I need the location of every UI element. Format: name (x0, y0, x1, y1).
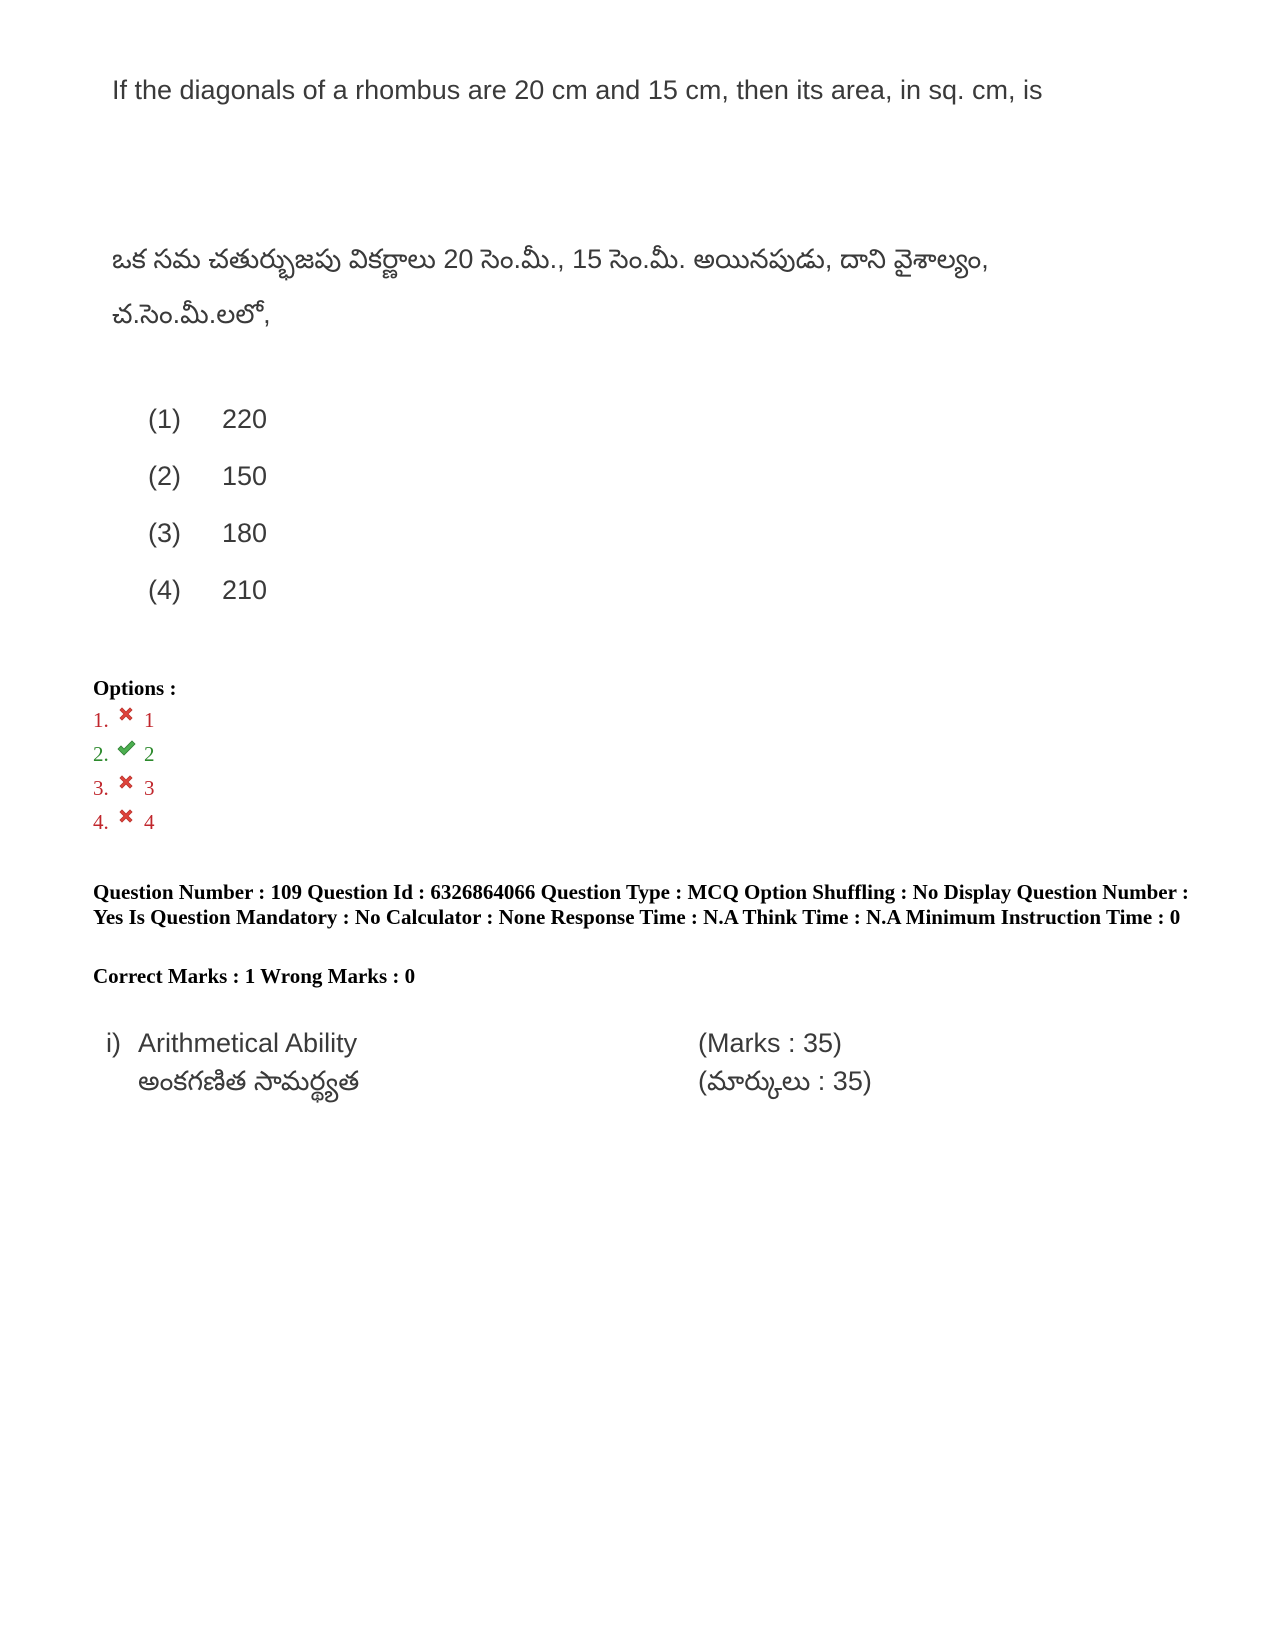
section-marks-telugu: (మార్కులు : 35) (698, 1066, 872, 1096)
choice-value: 150 (222, 461, 268, 491)
cross-icon (116, 704, 136, 724)
option-value: 2 (144, 742, 155, 766)
choice-2 (148, 461, 267, 518)
options-list (93, 708, 155, 844)
option-index: 1. (93, 708, 109, 732)
choice-number: (1) (148, 404, 181, 434)
section-title-telugu: అంకగణిత సామర్థ్యత (138, 1066, 360, 1096)
option-value: 3 (144, 776, 155, 800)
choice-1 (148, 404, 267, 461)
choice-3 (148, 518, 267, 575)
section-row-english (106, 1024, 872, 1062)
section-marks-english: (Marks : 35) (698, 1028, 843, 1058)
section-row-telugu (106, 1062, 872, 1100)
option-index: 2. (93, 742, 109, 766)
check-icon (116, 738, 136, 758)
marks-info: Correct Marks : 1 Wrong Marks : 0 (93, 964, 416, 988)
option-4 (93, 810, 155, 844)
option-value: 4 (144, 810, 155, 834)
option-index: 4. (93, 810, 109, 834)
choice-value: 220 (222, 404, 268, 434)
choice-number: (4) (148, 575, 181, 605)
choice-value: 180 (222, 518, 268, 548)
option-1 (93, 708, 155, 742)
choice-4 (148, 575, 267, 632)
choice-number: (2) (148, 461, 181, 491)
question-text-english: If the diagonals of a rhombus are 20 cm and 15 cm, then its area, in sq. cm, is (112, 75, 1043, 105)
options-label: Options : (93, 676, 177, 700)
option-2 (93, 742, 155, 776)
answer-choices (148, 404, 267, 632)
section-number: i) (106, 1028, 121, 1058)
option-value: 1 (144, 708, 155, 732)
choice-value: 210 (222, 575, 268, 605)
cross-icon (116, 806, 136, 826)
option-index: 3. (93, 776, 109, 800)
section-title-english: Arithmetical Ability (138, 1028, 358, 1058)
question-text-telugu: ఒక సమ చతుర్భుజపు వికర్ణాలు 20 సెం.మీ., 15 సెం.మీ. అయినపుడు, దాని వైశాల్యం, చ.సెం.మీ.లలో, (112, 244, 989, 329)
choice-number: (3) (148, 518, 181, 548)
question-metadata: Question Number : 109 Question Id : 6326864066 Question Type : MCQ Option Shuffling : No Display Question Number : Yes Is Question Mandatory : No Calculator : None Response Time : N.A Think Time : N.A Minimum Instruction Time : 0 (93, 880, 1189, 929)
option-3 (93, 776, 155, 810)
section-header (106, 1024, 872, 1100)
cross-icon (116, 772, 136, 792)
